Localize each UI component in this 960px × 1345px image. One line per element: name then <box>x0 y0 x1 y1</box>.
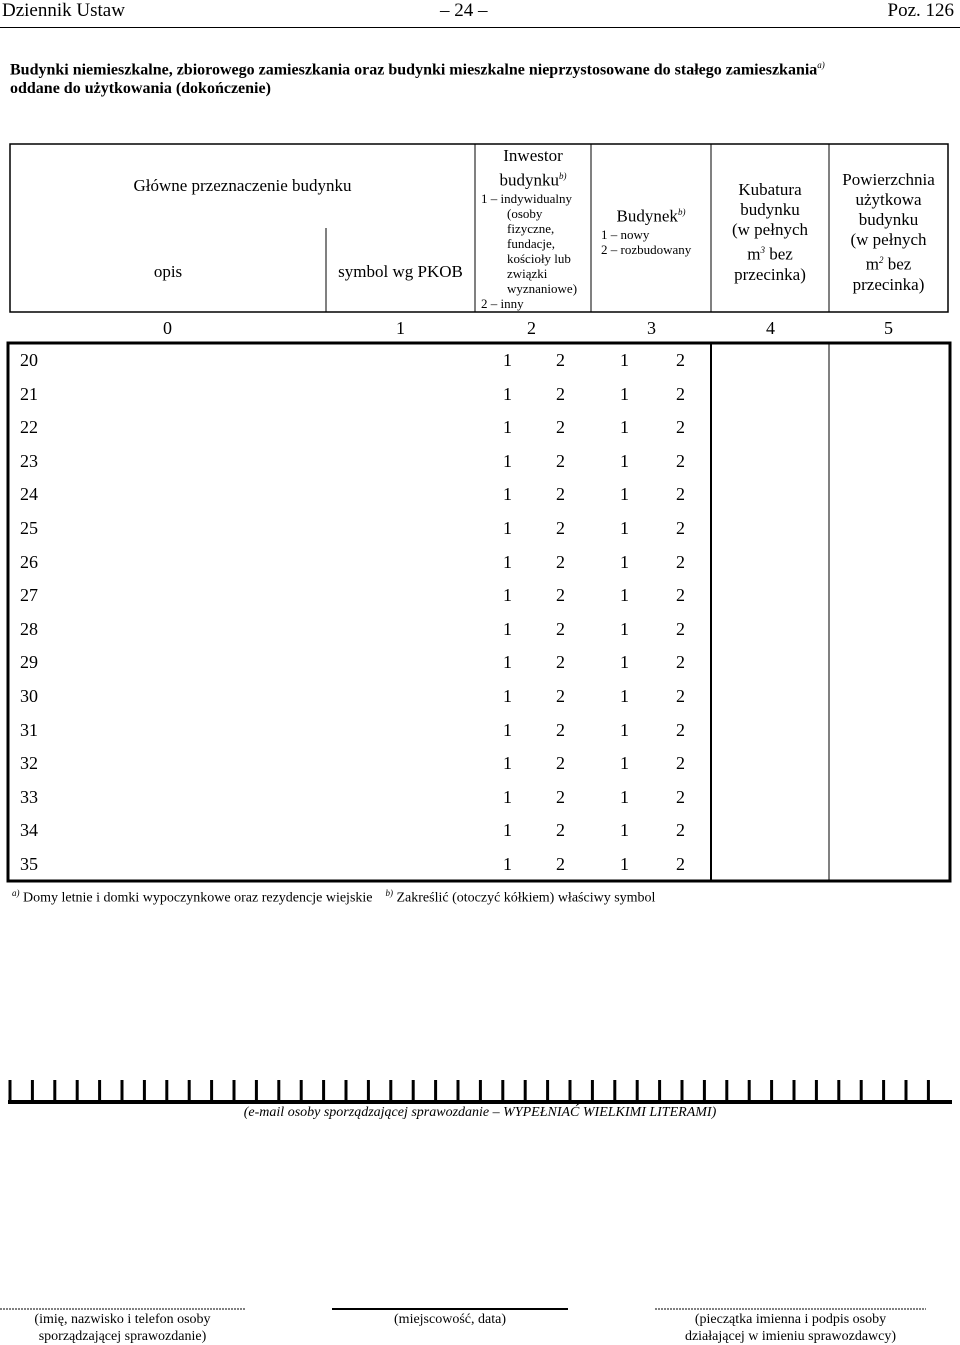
building-title: Budynek$^{b)}$ <box>616 206 686 226</box>
col-description: opis <box>153 262 183 281</box>
building-choice-symbol[interactable]: 1 <box>620 720 629 740</box>
col-number-1: 1 <box>396 318 405 338</box>
investor-choice-symbol[interactable]: 1 <box>503 417 512 437</box>
row-number: 27 <box>20 585 38 605</box>
investor-title: Inwestor <box>503 146 563 165</box>
building-choice-symbol[interactable]: 1 <box>620 820 629 840</box>
col-building <box>593 202 709 257</box>
col-number-3: 3 <box>647 318 656 338</box>
col-pkob-symbol: symbol wg PKOB <box>338 262 463 281</box>
building-choice-symbol[interactable]: 1 <box>620 417 629 437</box>
building-choice-symbol[interactable]: 2 <box>676 619 685 639</box>
row-number: 21 <box>20 384 38 404</box>
building-choice-symbol[interactable]: 2 <box>676 484 685 504</box>
investor-choice-symbol[interactable]: 2 <box>556 484 565 504</box>
building-choice-symbol[interactable]: 1 <box>620 652 629 672</box>
building-choice-symbol[interactable]: 2 <box>676 417 685 437</box>
building-choice-symbol[interactable]: 2 <box>676 652 685 672</box>
form-title-text: Budynki niemieszkalne, zbiorowego zamieszkania oraz budynki mieszkalne nieprzystosowane do stałego zamieszkania <box>10 61 818 79</box>
investor-choice-symbol[interactable]: 2 <box>556 686 565 706</box>
col-investor <box>477 146 589 311</box>
email-caption: (e-mail osoby sporządzającej sprawozdanie – WYPEŁNIAĆ WIELKIMI LITERAMI) <box>243 1105 717 1120</box>
row-number: 26 <box>20 552 38 572</box>
position-number: Poz. 126 <box>887 0 954 21</box>
row-number: 34 <box>20 820 38 840</box>
signature-representative: (pieczątka imienna i podpis osoby działającej w imieniu sprawozdawcy) <box>684 1312 897 1344</box>
investor-choice-symbol[interactable]: 1 <box>503 350 512 370</box>
row-number: 28 <box>20 619 38 639</box>
building-choice-symbol[interactable]: 2 <box>676 854 685 874</box>
col-volume: Kubatura budynku (w pełnych $m^3$ bez przecinka) <box>731 180 808 284</box>
building-choice-symbol[interactable]: 2 <box>676 552 685 572</box>
col-number-4: 4 <box>766 318 775 338</box>
email-input-boxes[interactable] <box>8 1078 952 1104</box>
signature-preparer: (imię, nazwisko i telefon osoby sporządzającej sprawozdanie) <box>34 1312 211 1344</box>
col-usable-area: Powierzchnia użytkowa budynku (w pełnych $m^2$ bez przecinka) <box>842 170 935 294</box>
investor-choice-symbol[interactable]: 1 <box>503 585 512 605</box>
building-choice-symbol[interactable]: 2 <box>676 820 685 840</box>
investor-choice-symbol[interactable]: 2 <box>556 350 565 370</box>
building-choice-symbol[interactable]: 2 <box>676 585 685 605</box>
investor-choice-symbol[interactable]: 2 <box>556 384 565 404</box>
building-choice-symbol[interactable]: 2 <box>676 518 685 538</box>
row-number: 31 <box>20 720 38 740</box>
building-choice-symbol[interactable]: 1 <box>620 854 629 874</box>
building-choice-symbol[interactable]: 1 <box>620 552 629 572</box>
investor-choice-symbol[interactable]: 2 <box>556 787 565 807</box>
footnotes <box>12 888 655 907</box>
building-choice-symbol[interactable]: 2 <box>676 720 685 740</box>
row-number: 24 <box>20 484 38 504</box>
building-footnote-mark: b) <box>677 207 686 217</box>
row-number: 30 <box>20 686 38 706</box>
journal-name: Dziennik Ustaw <box>2 0 125 21</box>
investor-choice-symbol[interactable]: 1 <box>503 720 512 740</box>
row-number: 22 <box>20 417 38 437</box>
building-option-2: 2 – rozbudowany <box>601 241 692 257</box>
row-number: 29 <box>20 652 38 672</box>
building-option-1: 1 – nowy <box>601 226 650 242</box>
building-choice-symbol[interactable]: 1 <box>620 619 629 639</box>
investor-choice-symbol[interactable]: 2 <box>556 619 565 639</box>
col-group-main-purpose: Główne przeznaczenie budynku <box>133 176 352 195</box>
footnote-b-mark: b) <box>385 888 393 898</box>
building-choice-symbol[interactable]: 2 <box>676 451 685 471</box>
building-choice-symbol[interactable]: 1 <box>620 350 629 370</box>
signature-place-date: (miejscowość, data) <box>394 1312 506 1327</box>
investor-choice-symbol[interactable]: 1 <box>503 552 512 572</box>
investor-choice-symbol[interactable]: 1 <box>503 518 512 538</box>
investor-option-1: 1 – indywidualny <box>481 190 572 206</box>
investor-choice-symbol[interactable]: 2 <box>556 720 565 740</box>
investor-choice-symbol[interactable]: 1 <box>503 451 512 471</box>
investor-choice-symbol[interactable]: 1 <box>503 787 512 807</box>
building-choice-symbol[interactable]: 1 <box>620 585 629 605</box>
row-number: 23 <box>20 451 38 471</box>
building-choice-symbol[interactable]: 1 <box>620 787 629 807</box>
investor-choice-symbol[interactable]: 1 <box>503 753 512 773</box>
building-choice-symbol[interactable]: 1 <box>620 384 629 404</box>
page-number: – 24 – <box>440 0 488 21</box>
investor-choice-symbol[interactable]: 1 <box>503 484 512 504</box>
building-choice-symbol[interactable]: 1 <box>620 484 629 504</box>
footnote-b-text: Zakreślić (otoczyć kółkiem) właściwy symbol <box>396 890 656 906</box>
investor-choice-symbol[interactable]: 2 <box>556 585 565 605</box>
col-number-0: 0 <box>163 318 172 338</box>
investor-option-2: 2 – inny <box>481 295 524 311</box>
investor-option-1-detail: (osoby fizyczne, fundacje, kościoły lub związki wyznaniowe) <box>507 205 578 296</box>
investor-title-2: budynku$^{b)}$ <box>499 170 567 190</box>
building-choice-symbol[interactable]: 2 <box>676 384 685 404</box>
building-choice-symbol[interactable]: 2 <box>676 686 685 706</box>
row-number: 32 <box>20 753 38 773</box>
building-choice-symbol[interactable]: 2 <box>676 753 685 773</box>
investor-choice-symbol[interactable]: 2 <box>556 652 565 672</box>
investor-choice-symbol[interactable]: 2 <box>556 518 565 538</box>
investor-choice-symbol[interactable]: 1 <box>503 854 512 874</box>
form-title-line2: oddane do użytkowania (dokończenie) <box>10 80 271 97</box>
building-choice-symbol[interactable]: 1 <box>620 686 629 706</box>
building-choice-symbol[interactable]: 2 <box>676 350 685 370</box>
investor-choice-symbol[interactable]: 2 <box>556 854 565 874</box>
building-choice-symbol[interactable]: 2 <box>676 787 685 807</box>
building-choice-symbol[interactable]: 1 <box>620 518 629 538</box>
title-footnote-mark: a) <box>817 60 825 70</box>
investor-choice-symbol[interactable]: 1 <box>503 686 512 706</box>
footnote-a-mark: a) <box>12 888 20 898</box>
building-choice-symbol[interactable]: 1 <box>620 451 629 471</box>
row-number: 20 <box>20 350 38 370</box>
investor-footnote-mark: b) <box>559 171 567 181</box>
col-number-5: 5 <box>884 318 893 338</box>
investor-choice-symbol[interactable]: 1 <box>503 820 512 840</box>
investor-choice-symbol[interactable]: 1 <box>503 384 512 404</box>
row-number: 33 <box>20 787 38 807</box>
investor-choice-symbol[interactable]: 1 <box>503 619 512 639</box>
row-number: 35 <box>20 854 38 874</box>
investor-choice-symbol[interactable]: 2 <box>556 820 565 840</box>
investor-choice-symbol[interactable]: 2 <box>556 451 565 471</box>
investor-choice-symbol[interactable]: 2 <box>556 417 565 437</box>
investor-choice-symbol[interactable]: 2 <box>556 753 565 773</box>
footnote-a-text: Domy letnie i domki wypoczynkowe oraz rezydencje wiejskie <box>23 890 373 906</box>
investor-choice-symbol[interactable]: 2 <box>556 552 565 572</box>
col-number-2: 2 <box>527 318 536 338</box>
investor-choice-symbol[interactable]: 1 <box>503 652 512 672</box>
row-number: 25 <box>20 518 38 538</box>
building-choice-symbol[interactable]: 1 <box>620 753 629 773</box>
